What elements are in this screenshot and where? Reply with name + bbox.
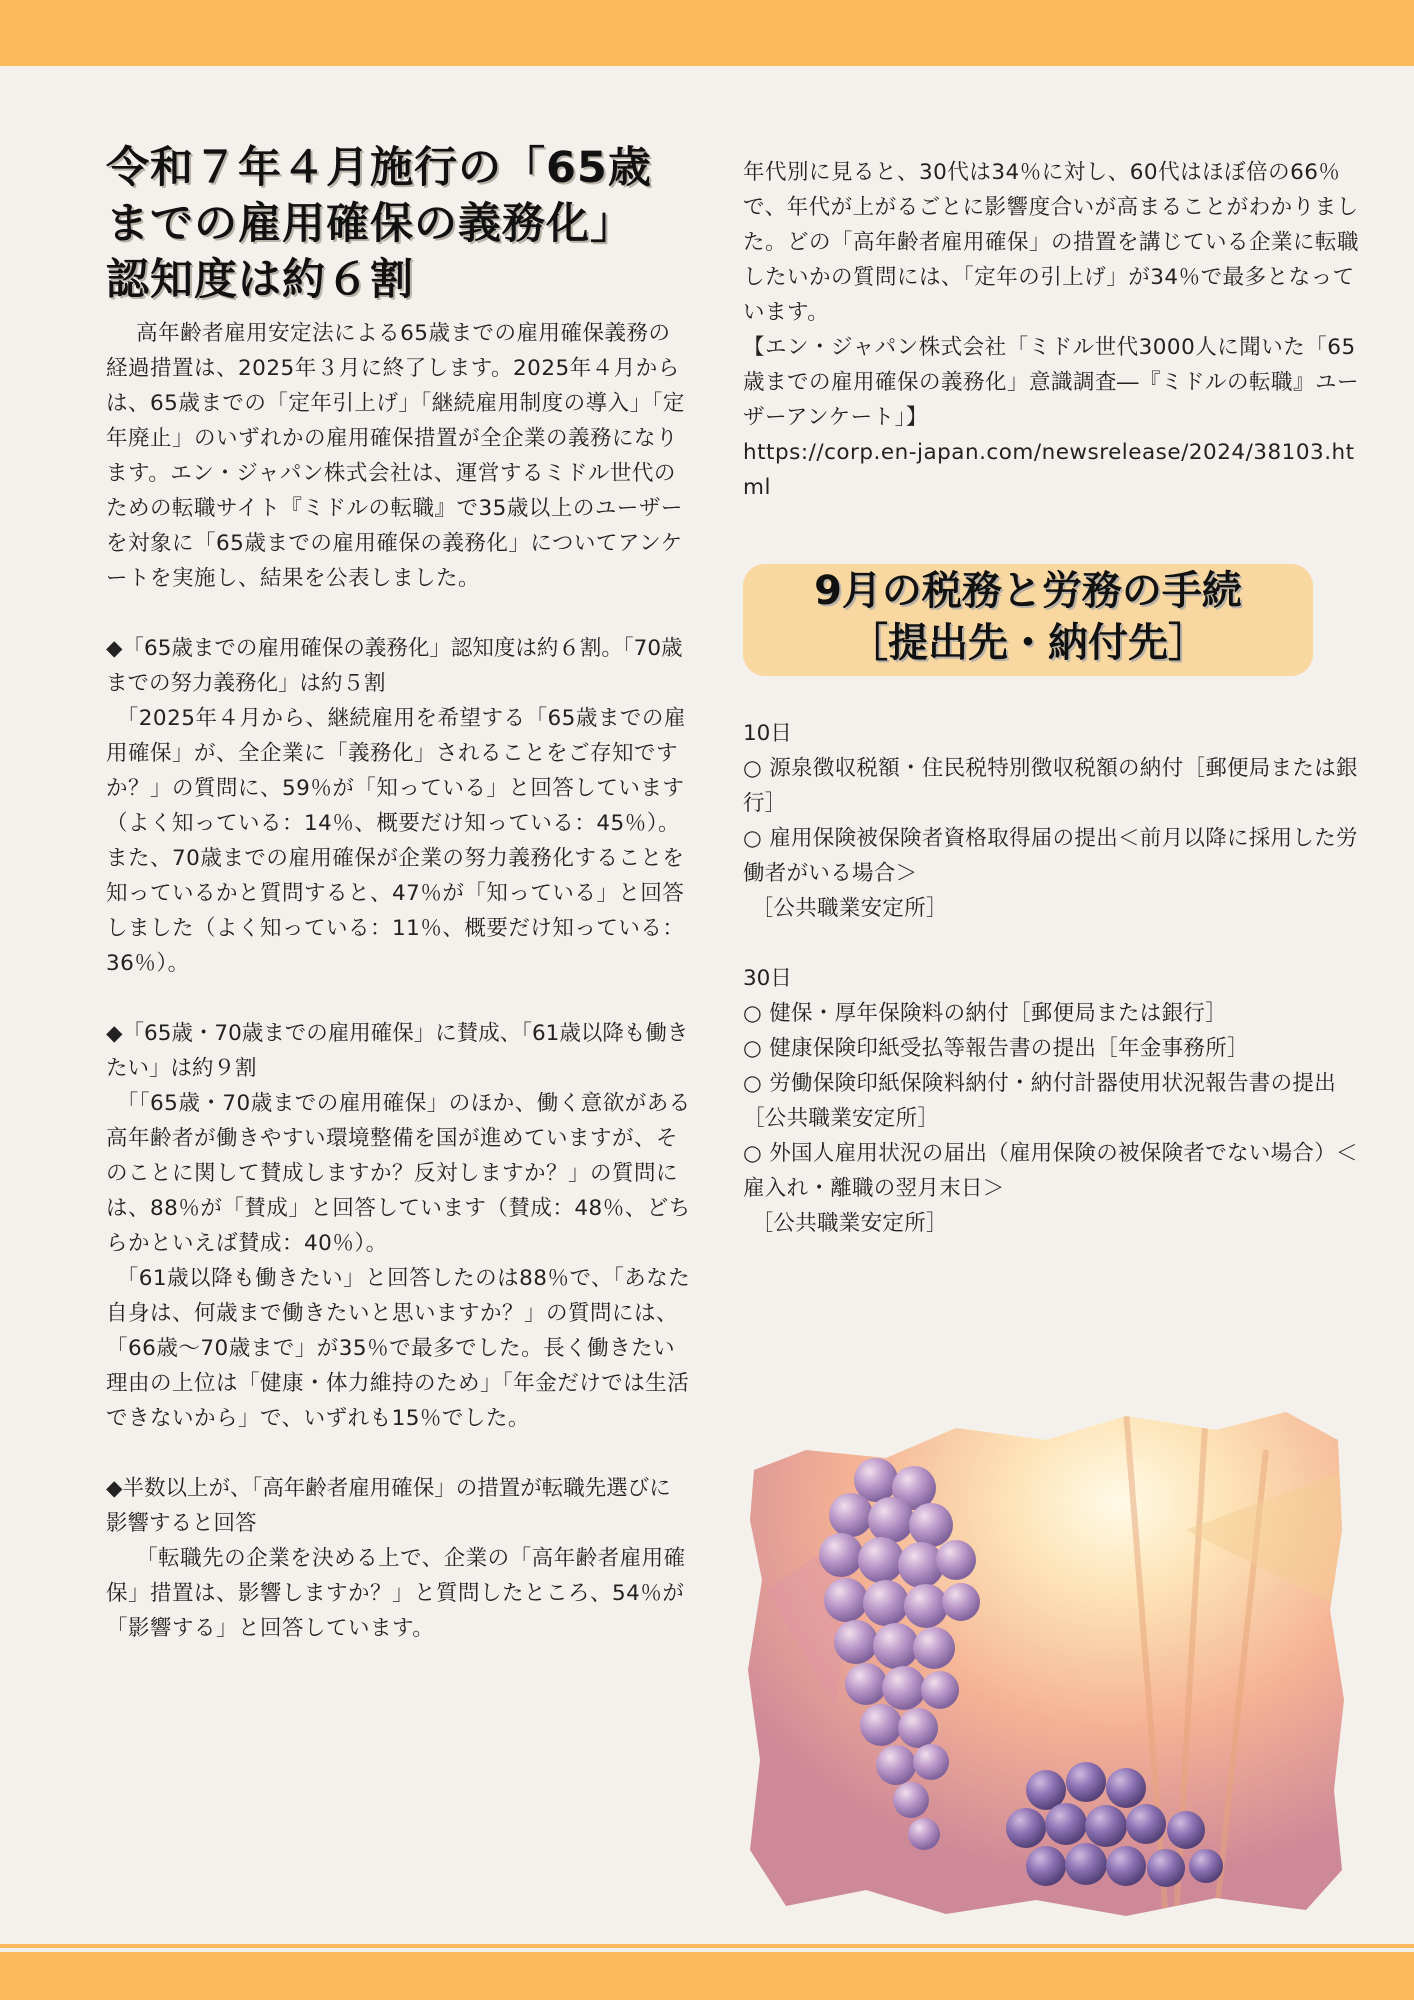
day-10-label: 10日	[743, 721, 792, 746]
day-30-item: ○ 労働保険印紙保険料納付・納付計器使用状況報告書の提出［公共職業安定所］	[743, 1071, 1336, 1131]
day-30-item: ［公共職業安定所］	[751, 1211, 948, 1236]
section-3-body: 「転職先の企業を決める上で、企業の「高年齢者雇用確保」措置は、影響しますか？」と質問したところ、54％が「影響する」と回答しています。	[106, 1546, 686, 1641]
article-title-line-2: までの雇用確保の義務化」	[106, 199, 634, 249]
day-10-item: ○ 源泉徴収税額・住民税特別徴収税額の納付［郵便局または銀行］	[743, 756, 1358, 816]
article-title-line-1: 令和７年４月施行の「65歳	[106, 143, 652, 193]
day-30-item: ○ 健康保険印紙受払等報告書の提出［年金事務所］	[743, 1036, 1249, 1061]
section-2-body-1: 「「65歳・70歳までの雇用確保」のほか、働く意欲がある高年齢者が働きやすい環境整備を国が進めていますが、そのことに関して賛成しますか？反対しますか？」の質問には、88％が「賛成」と回答しています（賛成：48％、どちらかといえば賛成：40％）。	[106, 1091, 691, 1256]
day-30-label: 30日	[743, 966, 792, 991]
section-1-body: 「2025年４月から、継続雇用を希望する「65歳までの雇用確保」が、全企業に「義務化」されることをご存知ですか？」の質問に、59％が「知っている」と回答しています（よく知っている：14％、概要だけ知っている：45％）。また、70歳までの雇用確保が企業の努力義務化することを知っているかと質問すると、47％が「知っている」と回答しました（よく知っている：11％、概要だけ知っている：36％）。	[106, 706, 686, 976]
tax-schedule-title-box	[743, 564, 1313, 676]
day-10-item: ○ 雇用保険被保険者資格取得届の提出＜前月以降に採用した労働者がいる場合＞	[743, 826, 1358, 886]
article-intro: 高年齢者雇用安定法による65歳までの雇用確保義務の経過措置は、2025年３月に終了します。2025年４月からは、65歳までの「定年引上げ」「継続雇用制度の導入」「定年廃止」のいずれかの雇用確保措置が全企業の義務になります。エン・ジャパン株式会社は、運営するミドル世代のための転職サイト『ミドルの転職』で35歳以上のユーザーを対象に「65歳までの雇用確保の義務化」についてアンケートを実施し、結果を公表しました。	[106, 321, 685, 591]
day-10-item: ［公共職業安定所］	[751, 896, 948, 921]
day-10-block	[743, 716, 1373, 926]
grapes-photo	[746, 1410, 1346, 1918]
bottom-rule	[0, 1944, 1414, 1948]
tax-schedule-title-line-1: 9月の税務と労務の手続	[814, 568, 1242, 614]
day-30-item: ○ 健保・厚年保険料の納付［郵便局または銀行］	[743, 1001, 1227, 1026]
article-continued: 年代別に見ると、30代は34％に対し、60代はほぼ倍の66％で、年代が上がるごとに影響度合いが高まることがわかりました。どの「高年齢者雇用確保」の措置を講じている企業に転職したいかの質問には、「定年の引上げ」が34％で最多となっています。	[743, 160, 1360, 325]
article-source-url: https://corp.en-japan.com/newsrelease/2024/38103.html	[743, 440, 1355, 500]
article-column	[106, 140, 692, 1646]
section-2-body-2: 「61歳以降も働きたい」と回答したのは88％で、「あなた自身は、何歳まで働きたいと思いますか？」の質問には、「66歳～70歳まで」が35％で最多でした。長く働きたい理由の上位は「健康・体力維持のため」「年金だけでは生活できないから」で、いずれも15％でした。	[106, 1266, 691, 1431]
right-column	[743, 155, 1373, 1241]
section-2-heading: ◆「65歳・70歳までの雇用確保」に賛成、「61歳以降も働きたい」は約９割	[106, 1021, 689, 1081]
article-title-line-3: 認知度は約６割	[106, 255, 414, 305]
bottom-band	[0, 1952, 1414, 2000]
day-30-block	[743, 961, 1373, 1241]
article-title	[106, 140, 692, 308]
section-1-heading: ◆「65歳までの雇用確保の義務化」認知度は約６割。「70歳までの努力義務化」は約５割	[106, 636, 683, 696]
tax-schedule-title-line-2: ［提出先・納付先］	[848, 620, 1208, 666]
section-3-heading: ◆半数以上が、「高年齢者雇用確保」の措置が転職先選びに影響すると回答	[106, 1476, 671, 1536]
article-source: 【エン・ジャパン株式会社「ミドル世代3000人に聞いた「65歳までの雇用確保の義務化」意識調査―『ミドルの転職』ユーザーアンケート」】	[743, 335, 1360, 430]
day-30-item: ○ 外国人雇用状況の届出（雇用保険の被保険者でない場合）＜雇入れ・離職の翌月末日＞	[743, 1141, 1358, 1201]
top-band	[0, 0, 1414, 66]
